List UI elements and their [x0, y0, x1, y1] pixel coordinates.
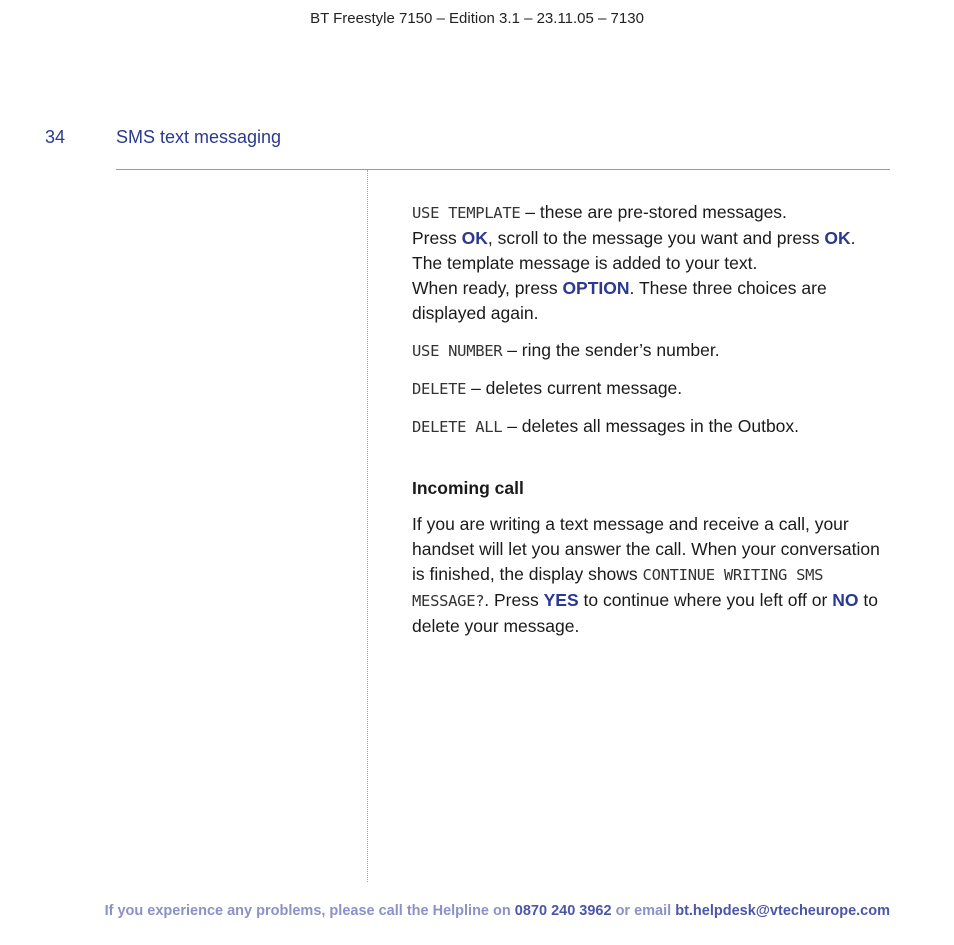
helpdesk-email: bt.helpdesk@vtecheurope.com [675, 903, 890, 919]
main-content [412, 200, 890, 639]
section-title: SMS text messaging [116, 127, 282, 147]
display-term: USE NUMBER [412, 342, 503, 360]
display-term: USE TEMPLATE [412, 204, 521, 222]
yes-key: YES [543, 590, 579, 610]
ok-key: OK [824, 228, 851, 248]
no-key: NO [832, 590, 859, 610]
incoming-call-heading: Incoming call [412, 478, 524, 498]
option-key: OPTION [562, 278, 630, 298]
incoming-call-text: If you are writing a text message and receive a call, your handset will let you answer the call. When your conversation is finished, the display shows CONTINUE WRITING SMS MESSAGE?. Press YES to continue where you left off or NO to delete your message. [412, 514, 880, 636]
display-term: DELETE [412, 380, 467, 398]
column-divider [367, 170, 368, 882]
document-header: BT Freestyle 7150 – Edition 3.1 – 23.11.05 – 7130 [310, 10, 644, 27]
option-delete-all: DELETE ALL – deletes all messages in the Outbox. [412, 416, 800, 436]
option-use-number: USE NUMBER – ring the sender’s number. [412, 340, 720, 360]
helpline-footer: If you experience any problems, please call the Helpline on 0870 240 3962 or email bt.helpdesk@vtecheurope.com [104, 903, 890, 919]
option-use-template: USE TEMPLATE – these are pre-stored messages. Press OK, scroll to the message you want and press OK. The template message is added to your text. When ready, press OPTION. These three choices are displayed again. [412, 202, 856, 323]
option-delete: DELETE – deletes current message. [412, 378, 683, 398]
display-message: CONTINUE WRITING SMS MESSAGE? [412, 566, 824, 610]
header-rule [116, 169, 890, 170]
helpline-phone: 0870 240 3962 [514, 903, 612, 919]
ok-key: OK [461, 228, 488, 248]
display-term: DELETE ALL [412, 418, 503, 436]
page-number: 34 [45, 127, 66, 147]
